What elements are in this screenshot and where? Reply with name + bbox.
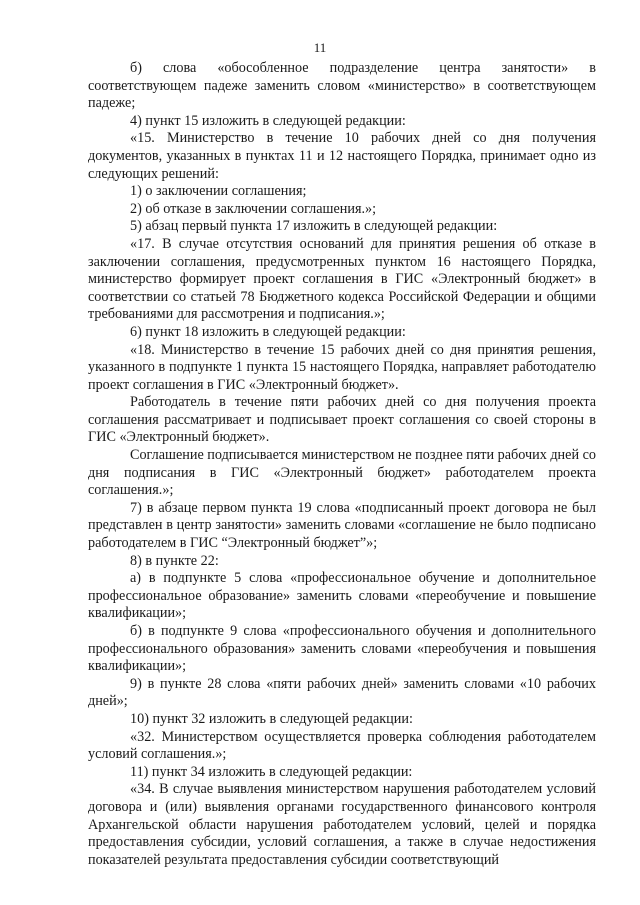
paragraph: 10) пункт 32 изложить в следующей редакции: xyxy=(130,710,413,727)
paragraph: 8) в пункте 22: xyxy=(130,552,219,569)
paragraph: 1) о заключении соглашения; xyxy=(130,183,307,200)
paragraph: б) слова «обособленное подразделение центра занятости» в соответствующем падеже заменить словом «министерство» в соответствующем падеже; xyxy=(88,60,596,112)
paragraph: «15. Министерство в течение 10 рабочих дней со дня получения документов, указанных в пунктах 11 и 12 настоящего Порядка, принимает одно из следующих решений: xyxy=(88,130,596,182)
paragraph: 11) пункт 34 изложить в следующей редакции: xyxy=(130,763,413,780)
paragraph: Работодатель в течение пяти рабочих дней со дня получения проекта соглашения рассматривает и подписывает проект соглашения со своей стороны в ГИС «Электронный бюджет». xyxy=(88,394,596,446)
paragraph: 9) в пункте 28 слова «пяти рабочих дней» заменить словами «10 рабочих дней»; xyxy=(88,675,596,710)
paragraph: 7) в абзаце первом пункта 19 слова «подписанный проект договора не был представлен в центр занятости» заменить словами «соглашение не было подписано работодателем в ГИС “Электронный бюджет”»; xyxy=(88,499,596,552)
paragraph: «18. Министерство в течение 15 рабочих дней со дня принятия решения, указанного в подпункте 1 пункта 15 настоящего Порядка, направляет работодателю проект соглашения в ГИС «Электронный бюджет». xyxy=(88,341,596,393)
paragraph: «32. Министерством осуществляется проверка соблюдения работодателем условий соглашения.»; xyxy=(88,728,596,763)
paragraph: «17. В случае отсутствия оснований для принятия решения об отказе в заключении соглашения, предусмотренных пунктом 16 настоящего Порядка, министерство формирует проект соглашения в ГИС «Электронный бюджет» в соответствии со статьей 78 Бюджетного кодекса Российской Федерации и общими требованиями для рассмотрения и подписания.»; xyxy=(88,235,596,323)
page-number: 11 xyxy=(313,40,327,55)
paragraph: 2) об отказе в заключении соглашения.»; xyxy=(130,200,377,217)
document-body xyxy=(88,60,596,869)
paragraph: «34. В случае выявления министерством нарушения работодателем условий договора и (или) выявления органами государственного финансового контроля Архангельской области нарушения работодателем условий, целей и порядка предоставления субсидии, условий соглашения, а также в случае недостижения показателей результата предоставления субсидии соответствующий xyxy=(88,781,596,868)
paragraph: 4) пункт 15 изложить в следующей редакции: xyxy=(130,112,406,129)
paragraph: 6) пункт 18 изложить в следующей редакции: xyxy=(130,323,406,340)
paragraph: а) в подпункте 5 слова «профессиональное обучение и дополнительное профессиональное образование» заменить словами «переобучение и повышение квалификации»; xyxy=(88,570,596,622)
paragraph: 5) абзац первый пункта 17 изложить в следующей редакции: xyxy=(130,218,498,235)
paragraph: б) в подпункте 9 слова «профессионального обучения и дополнительного профессионального образования» заменить словами «переобучения и повышения квалификации»; xyxy=(88,623,596,675)
paragraph: Соглашение подписывается министерством не позднее пяти рабочих дней со дня подписания в ГИС «Электронный бюджет» работодателем проекта соглашения.»; xyxy=(88,447,596,499)
